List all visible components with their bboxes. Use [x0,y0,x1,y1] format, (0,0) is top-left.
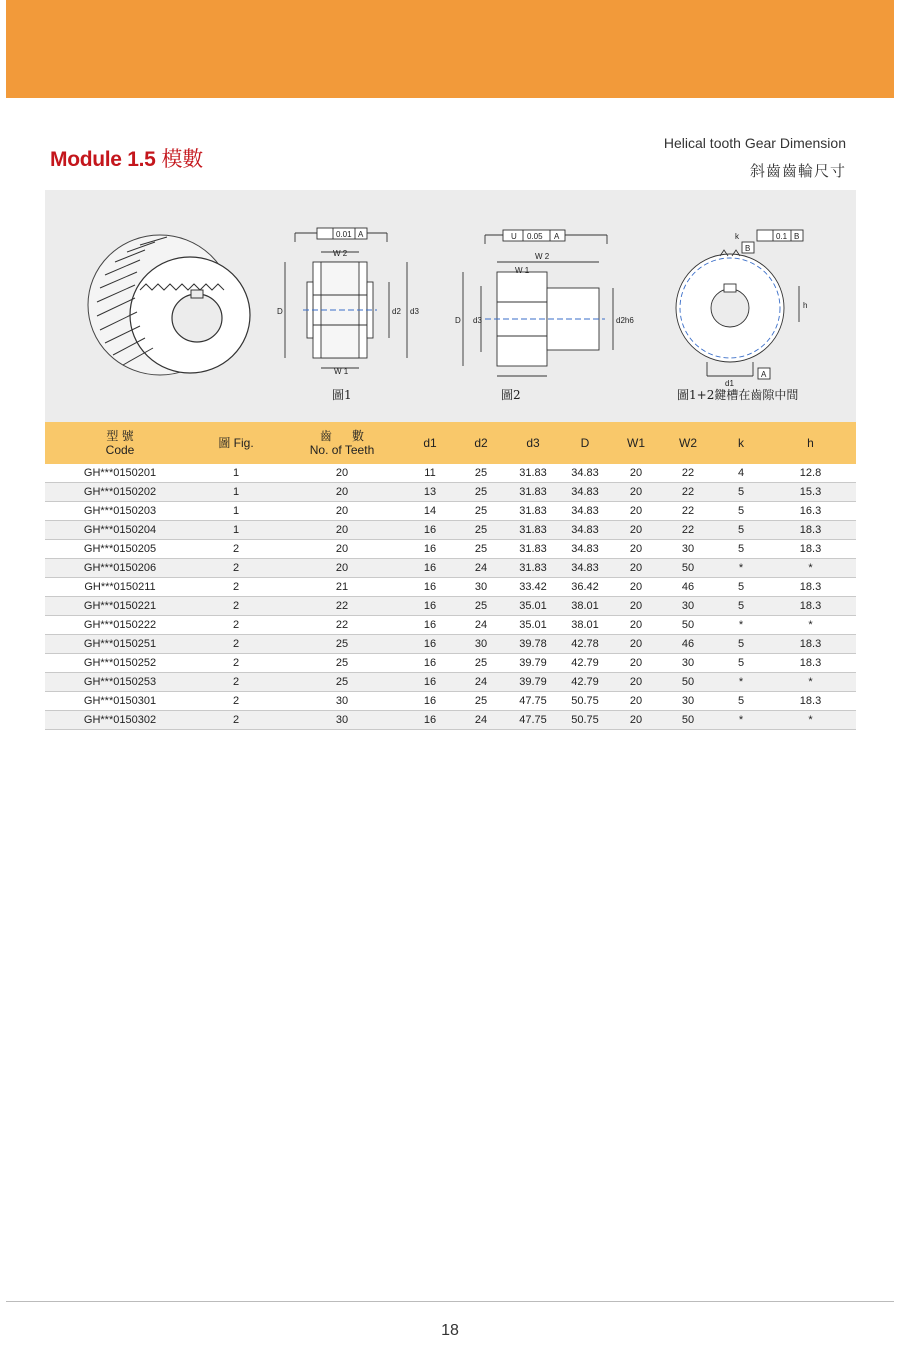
cell-k: 5 [717,483,765,502]
header-teeth: 齒 數 No. of Teeth [277,422,407,464]
cell-code: GH***0150211 [45,578,195,597]
cell-W2: 30 [659,654,717,673]
cell-W1: 20 [613,673,659,692]
fig3-caption: 圖1+2鍵槽在齒隙中間 [677,388,799,402]
title-module-cn: 模數 [161,148,203,171]
drawing-panel [45,190,856,422]
cell-fig: 2 [195,711,277,730]
cell-teeth: 30 [277,711,407,730]
cell-d1: 16 [407,635,453,654]
cell-fig: 2 [195,692,277,711]
cell-code: GH***0150222 [45,616,195,635]
cell-W1: 20 [613,464,659,483]
cell-W1: 20 [613,521,659,540]
cell-d3: 33.42 [509,578,557,597]
fig3-d1-label: d1 [725,379,734,388]
page-number: 18 [441,1322,459,1339]
table-row [45,654,856,673]
cell-W2: 22 [659,502,717,521]
cell-code: GH***0150204 [45,521,195,540]
cell-k: 5 [717,578,765,597]
cell-W2: 50 [659,673,717,692]
cell-d2: 25 [453,483,509,502]
cell-W1: 20 [613,578,659,597]
cell-h: 18.3 [765,540,856,559]
cell-fig: 2 [195,597,277,616]
cell-fig: 2 [195,578,277,597]
table-row [45,559,856,578]
cell-teeth: 22 [277,616,407,635]
cell-d3: 31.83 [509,540,557,559]
fig2-caption: 圖2 [501,388,521,402]
cell-code: GH***0150205 [45,540,195,559]
table-row [45,597,856,616]
cell-d2: 25 [453,540,509,559]
cell-fig: 2 [195,540,277,559]
cell-d3: 47.75 [509,711,557,730]
cell-d3: 39.79 [509,654,557,673]
cell-h: 18.3 [765,597,856,616]
fig3-tolerance: 0.1 [776,232,788,241]
cell-D: 42.78 [557,635,613,654]
table-row [45,616,856,635]
fig2-datum: A [554,232,560,241]
cell-code: GH***0150252 [45,654,195,673]
fig2-D-label: D [455,316,461,325]
cell-h: 16.3 [765,502,856,521]
cell-code: GH***0150202 [45,483,195,502]
cell-h: 18.3 [765,521,856,540]
cell-D: 38.01 [557,597,613,616]
cell-W1: 20 [613,502,659,521]
cell-k: 5 [717,597,765,616]
cell-W1: 20 [613,692,659,711]
cell-W1: 20 [613,559,659,578]
cell-fig: 2 [195,616,277,635]
fig2-w2-label: W 2 [535,252,550,261]
cell-teeth: 20 [277,502,407,521]
cell-d3: 35.01 [509,616,557,635]
cell-d2: 25 [453,692,509,711]
cell-teeth: 20 [277,559,407,578]
cell-k: 5 [717,502,765,521]
cell-k: 5 [717,521,765,540]
cell-code: GH***0150203 [45,502,195,521]
header-D: D [557,422,613,464]
header-code: 型 號 Code [45,422,195,464]
header-d2: d2 [453,422,509,464]
cell-fig: 1 [195,483,277,502]
cell-code: GH***0150201 [45,464,195,483]
cell-d1: 16 [407,521,453,540]
table-row [45,673,856,692]
cell-d1: 16 [407,673,453,692]
cell-D: 42.79 [557,673,613,692]
cell-code: GH***0150302 [45,711,195,730]
cell-W1: 20 [613,654,659,673]
table-row [45,692,856,711]
cell-D: 34.83 [557,502,613,521]
cell-k: 5 [717,635,765,654]
fig1-D-label: D [277,307,283,316]
table-row [45,464,856,483]
cell-W1: 20 [613,711,659,730]
cell-d1: 16 [407,597,453,616]
header-W1: W1 [613,422,659,464]
cell-d1: 16 [407,711,453,730]
footer-divider [6,1301,894,1302]
gear-illustration [88,235,250,375]
cell-D: 50.75 [557,692,613,711]
cell-d2: 25 [453,464,509,483]
cell-h: 18.3 [765,635,856,654]
cell-d3: 31.83 [509,559,557,578]
table-row [45,483,856,502]
cell-d2: 25 [453,521,509,540]
cell-h: 12.8 [765,464,856,483]
table-body [45,464,856,730]
cell-code: GH***0150253 [45,673,195,692]
header-W2: W2 [659,422,717,464]
table-row [45,635,856,654]
cell-W2: 50 [659,559,717,578]
cell-W2: 30 [659,692,717,711]
cell-d2: 24 [453,559,509,578]
cell-D: 34.83 [557,521,613,540]
cell-teeth: 25 [277,673,407,692]
cell-d1: 16 [407,578,453,597]
fig2-tolerance-symbol: U [511,232,517,241]
fig1-d2-label: d2 [392,307,401,316]
cell-fig: 1 [195,502,277,521]
cell-d2: 24 [453,711,509,730]
cell-h: * [765,711,856,730]
cell-k: * [717,711,765,730]
fig1-tolerance: 0.01 [336,230,352,239]
cell-W2: 46 [659,635,717,654]
cell-d2: 24 [453,673,509,692]
cell-W1: 20 [613,635,659,654]
cell-k: 4 [717,464,765,483]
cell-h: * [765,616,856,635]
title-module: Module 1.5 [50,148,156,171]
cell-D: 34.83 [557,540,613,559]
fig3-k-label: k [735,232,739,241]
cell-fig: 2 [195,654,277,673]
cell-h: 18.3 [765,578,856,597]
fig1-w2-label: W 2 [333,249,348,258]
cell-k: * [717,616,765,635]
cell-W1: 20 [613,483,659,502]
cell-d1: 16 [407,559,453,578]
header-d1: d1 [407,422,453,464]
cell-d2: 30 [453,635,509,654]
cell-h: * [765,559,856,578]
cell-D: 38.01 [557,616,613,635]
cell-d3: 31.83 [509,521,557,540]
header-h: h [765,422,856,464]
cell-W2: 30 [659,597,717,616]
cell-D: 50.75 [557,711,613,730]
cell-teeth: 21 [277,578,407,597]
cell-teeth: 20 [277,540,407,559]
cell-teeth: 20 [277,521,407,540]
cell-k: 5 [717,654,765,673]
fig1-w1-label: W 1 [334,367,349,376]
table-row [45,521,856,540]
fig2-d2h6-label: d2h6 [616,316,634,325]
cell-fig: 2 [195,559,277,578]
cell-d1: 16 [407,540,453,559]
fig3-datum-b: B [745,244,751,253]
header-bar [6,0,894,98]
cell-d1: 16 [407,692,453,711]
cell-k: * [717,673,765,692]
cell-d2: 24 [453,616,509,635]
cell-D: 42.79 [557,654,613,673]
cell-teeth: 25 [277,635,407,654]
fig3-datum-a: A [761,370,767,379]
cell-teeth: 30 [277,692,407,711]
cell-teeth: 20 [277,483,407,502]
cell-teeth: 22 [277,597,407,616]
cell-teeth: 25 [277,654,407,673]
cell-h: 18.3 [765,654,856,673]
cell-teeth: 20 [277,464,407,483]
cell-d2: 25 [453,502,509,521]
cell-W2: 22 [659,521,717,540]
cell-D: 36.42 [557,578,613,597]
table-row [45,540,856,559]
cell-k: 5 [717,692,765,711]
cell-fig: 2 [195,635,277,654]
cell-W2: 46 [659,578,717,597]
fig2-w1-label: W 1 [515,266,530,275]
subtitle-en: Helical tooth Gear Dimension [663,135,846,151]
dimension-table [45,422,856,730]
cell-h: 18.3 [765,692,856,711]
cell-k: * [717,559,765,578]
cell-d1: 13 [407,483,453,502]
fig1-caption: 圖1 [332,388,352,402]
cell-k: 5 [717,540,765,559]
cell-fig: 1 [195,464,277,483]
fig3-drawing [676,230,803,379]
fig1-d3-label: d3 [410,307,419,316]
cell-W1: 20 [613,597,659,616]
table-header-row [45,422,856,464]
cell-W2: 50 [659,616,717,635]
cell-d3: 31.83 [509,483,557,502]
fig3-datum: B [794,232,800,241]
cell-d1: 16 [407,654,453,673]
subtitle-cn: 斜齒齒輪尺寸 [749,163,846,180]
cell-code: GH***0150206 [45,559,195,578]
cell-d1: 14 [407,502,453,521]
cell-W2: 50 [659,711,717,730]
fig3-h-label: h [803,301,808,310]
cell-d3: 31.83 [509,464,557,483]
cell-d1: 16 [407,616,453,635]
cell-fig: 1 [195,521,277,540]
cell-D: 34.83 [557,483,613,502]
table-row [45,502,856,521]
cell-code: GH***0150251 [45,635,195,654]
fig1-datum: A [358,230,364,239]
cell-code: GH***0150301 [45,692,195,711]
cell-D: 34.83 [557,464,613,483]
cell-fig: 2 [195,673,277,692]
cell-D: 34.83 [557,559,613,578]
page-title [50,143,203,173]
cell-W2: 22 [659,483,717,502]
cell-d1: 11 [407,464,453,483]
cell-d2: 25 [453,654,509,673]
cell-d2: 25 [453,597,509,616]
cell-d3: 35.01 [509,597,557,616]
cell-W1: 20 [613,616,659,635]
cell-d3: 47.75 [509,692,557,711]
cell-h: 15.3 [765,483,856,502]
cell-W2: 22 [659,464,717,483]
table-row [45,711,856,730]
cell-code: GH***0150221 [45,597,195,616]
cell-d3: 39.78 [509,635,557,654]
cell-W1: 20 [613,540,659,559]
table-row [45,578,856,597]
fig2-d3-label: d3 [473,316,482,325]
cell-d3: 31.83 [509,502,557,521]
header-k: k [717,422,765,464]
header-d3: d3 [509,422,557,464]
cell-d2: 30 [453,578,509,597]
header-fig: 圖 Fig. [195,422,277,464]
cell-h: * [765,673,856,692]
cell-d3: 39.79 [509,673,557,692]
fig2-tolerance: 0.05 [527,232,543,241]
cell-W2: 30 [659,540,717,559]
